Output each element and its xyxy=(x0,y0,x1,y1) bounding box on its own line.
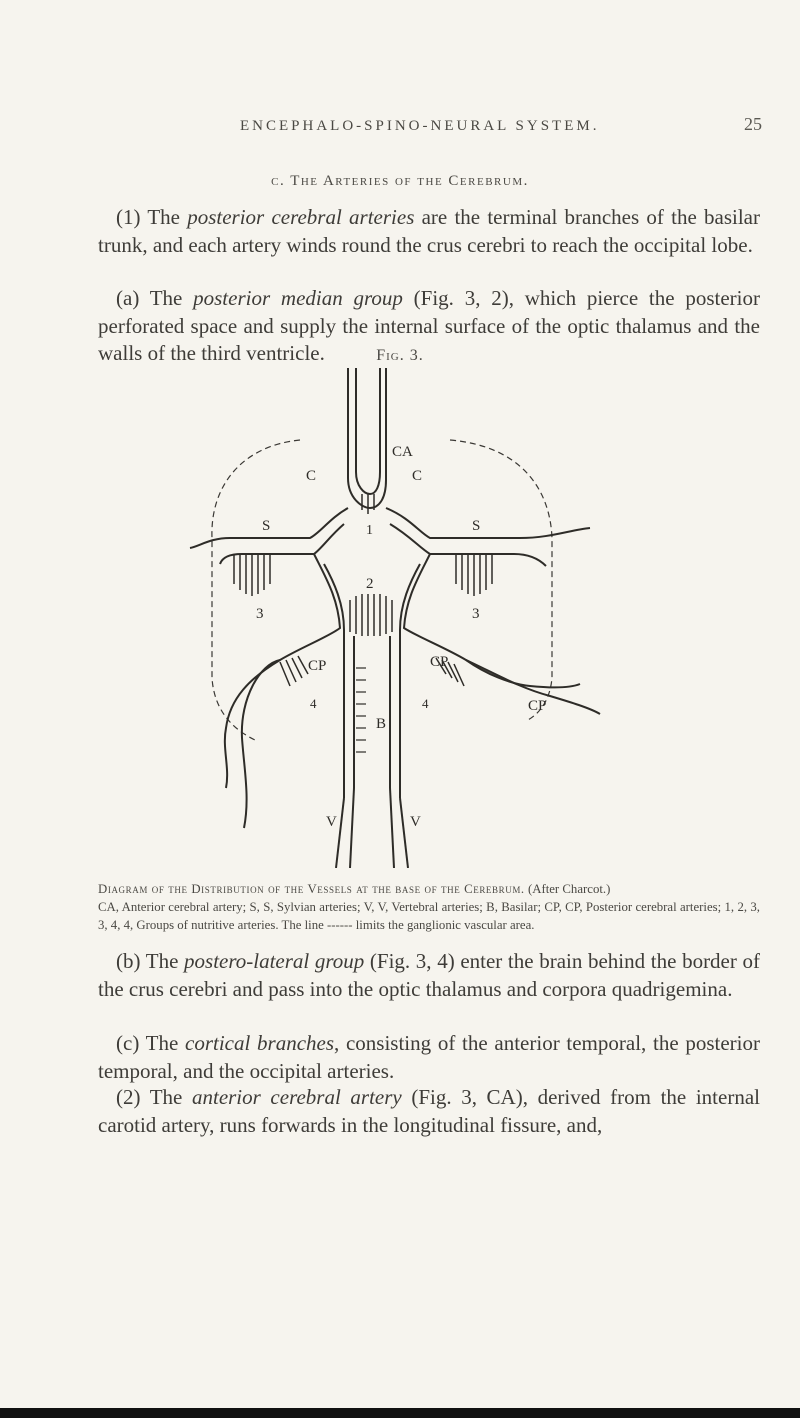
figure-label: Fig. 3. xyxy=(376,347,424,364)
nutritive-artery-group-3-right xyxy=(456,554,492,596)
ganglionic-area-boundary xyxy=(212,440,552,740)
caption-body: CA, Anterior cerebral artery; S, S, Sylvian arteries; V, V, Vertebral arteries; B, Basilar; CP, CP, Posterior cerebral arteries; 1, 2, 3, 3, 4, 4, Groups of nutritive arteries. The line ------ limits the ganglionic vascular area. xyxy=(98,900,760,932)
p4-lead: (c) The xyxy=(116,1031,185,1055)
p2-lead: (a) The xyxy=(116,286,194,310)
label-cp-right: CP xyxy=(430,654,449,670)
p3-term: postero-lateral group xyxy=(184,949,365,973)
arteries-diagram-svg xyxy=(130,368,670,868)
paragraph-posterior-cerebral xyxy=(98,204,760,259)
p2-term: posterior median group xyxy=(193,286,403,310)
label-3-left: 3 xyxy=(256,606,264,622)
p3-lead: (b) The xyxy=(116,949,185,973)
basilar-artery xyxy=(344,630,400,798)
carotid-sylvian-vessels xyxy=(190,508,590,566)
anterior-cerebral-artery xyxy=(348,368,386,508)
posterior-cerebral-arteries xyxy=(225,554,600,828)
label-1: 1 xyxy=(366,523,373,538)
p3-text: (Fig. 3, 4) enter the brain behind the border of the crus cerebri and pass into the optic thalamus and corpora quadrigemina. xyxy=(98,949,760,1001)
caption-title: Diagram of the Distribution of the Vessels at the base of the Cerebrum. xyxy=(98,882,525,896)
label-v-right: V xyxy=(410,814,421,830)
nutritive-artery-group-3-left xyxy=(234,554,270,596)
label-c-left: C xyxy=(306,468,317,484)
label-4-left: 4 xyxy=(310,696,317,711)
label-cp-left: CP xyxy=(308,658,327,674)
label-2: 2 xyxy=(366,576,374,592)
figure-caption xyxy=(98,880,760,934)
p4-text: , consisting of the anterior temporal, the posterior temporal, and the occipital arteries. xyxy=(98,1031,761,1083)
page-number: 25 xyxy=(744,114,762,134)
p1-lead: (1) The xyxy=(116,205,188,229)
label-ca: CA xyxy=(392,444,413,460)
label-b: B xyxy=(376,716,387,732)
p2-text: (Fig. 3, 2), which pierce the posterior perforated space and supply the internal surface of the optic thalamus and the walls of the third ventricle. xyxy=(98,286,760,365)
label-4-right: 4 xyxy=(422,696,429,711)
paragraph-postero-lateral-group xyxy=(98,948,760,1003)
label-3-right: 3 xyxy=(472,606,480,622)
p5-lead: (2) The xyxy=(116,1085,192,1109)
label-s-left: S xyxy=(262,518,271,534)
section-heading: c. The Arteries of the Cerebrum. xyxy=(271,173,529,189)
arteries-diagram xyxy=(130,368,670,868)
nutritive-artery-group-1 xyxy=(362,494,374,514)
paragraph-anterior-cerebral xyxy=(98,1084,760,1139)
caption-credit: (After Charcot.) xyxy=(527,882,611,896)
label-v-left: V xyxy=(326,814,337,830)
p1-text: are the terminal branches of the basilar trunk, and each artery winds round the crus cerebri to reach the occipital lobe. xyxy=(98,205,760,257)
scan-edge-bar xyxy=(0,1408,800,1418)
nutritive-artery-group-2 xyxy=(350,594,392,636)
nutritive-artery-group-4-left xyxy=(280,656,308,686)
basilar-hatching xyxy=(356,668,366,752)
label-cp-lower: CP xyxy=(528,698,547,714)
label-s-right: S xyxy=(472,518,481,534)
paragraph-cortical-branches xyxy=(98,1030,760,1085)
p5-text: (Fig. 3, CA), derived from the internal carotid artery, runs forwards in the longitudinal fissure, and, xyxy=(98,1085,760,1137)
p4-term: cortical branches xyxy=(185,1031,335,1055)
p1-term: posterior cerebral arteries xyxy=(187,205,415,229)
vertebral-arteries xyxy=(336,788,408,868)
p5-term: anterior cerebral artery xyxy=(191,1085,402,1109)
label-c-right: C xyxy=(412,468,423,484)
running-head: ENCEPHALO-SPINO-NEURAL SYSTEM. xyxy=(240,118,600,134)
